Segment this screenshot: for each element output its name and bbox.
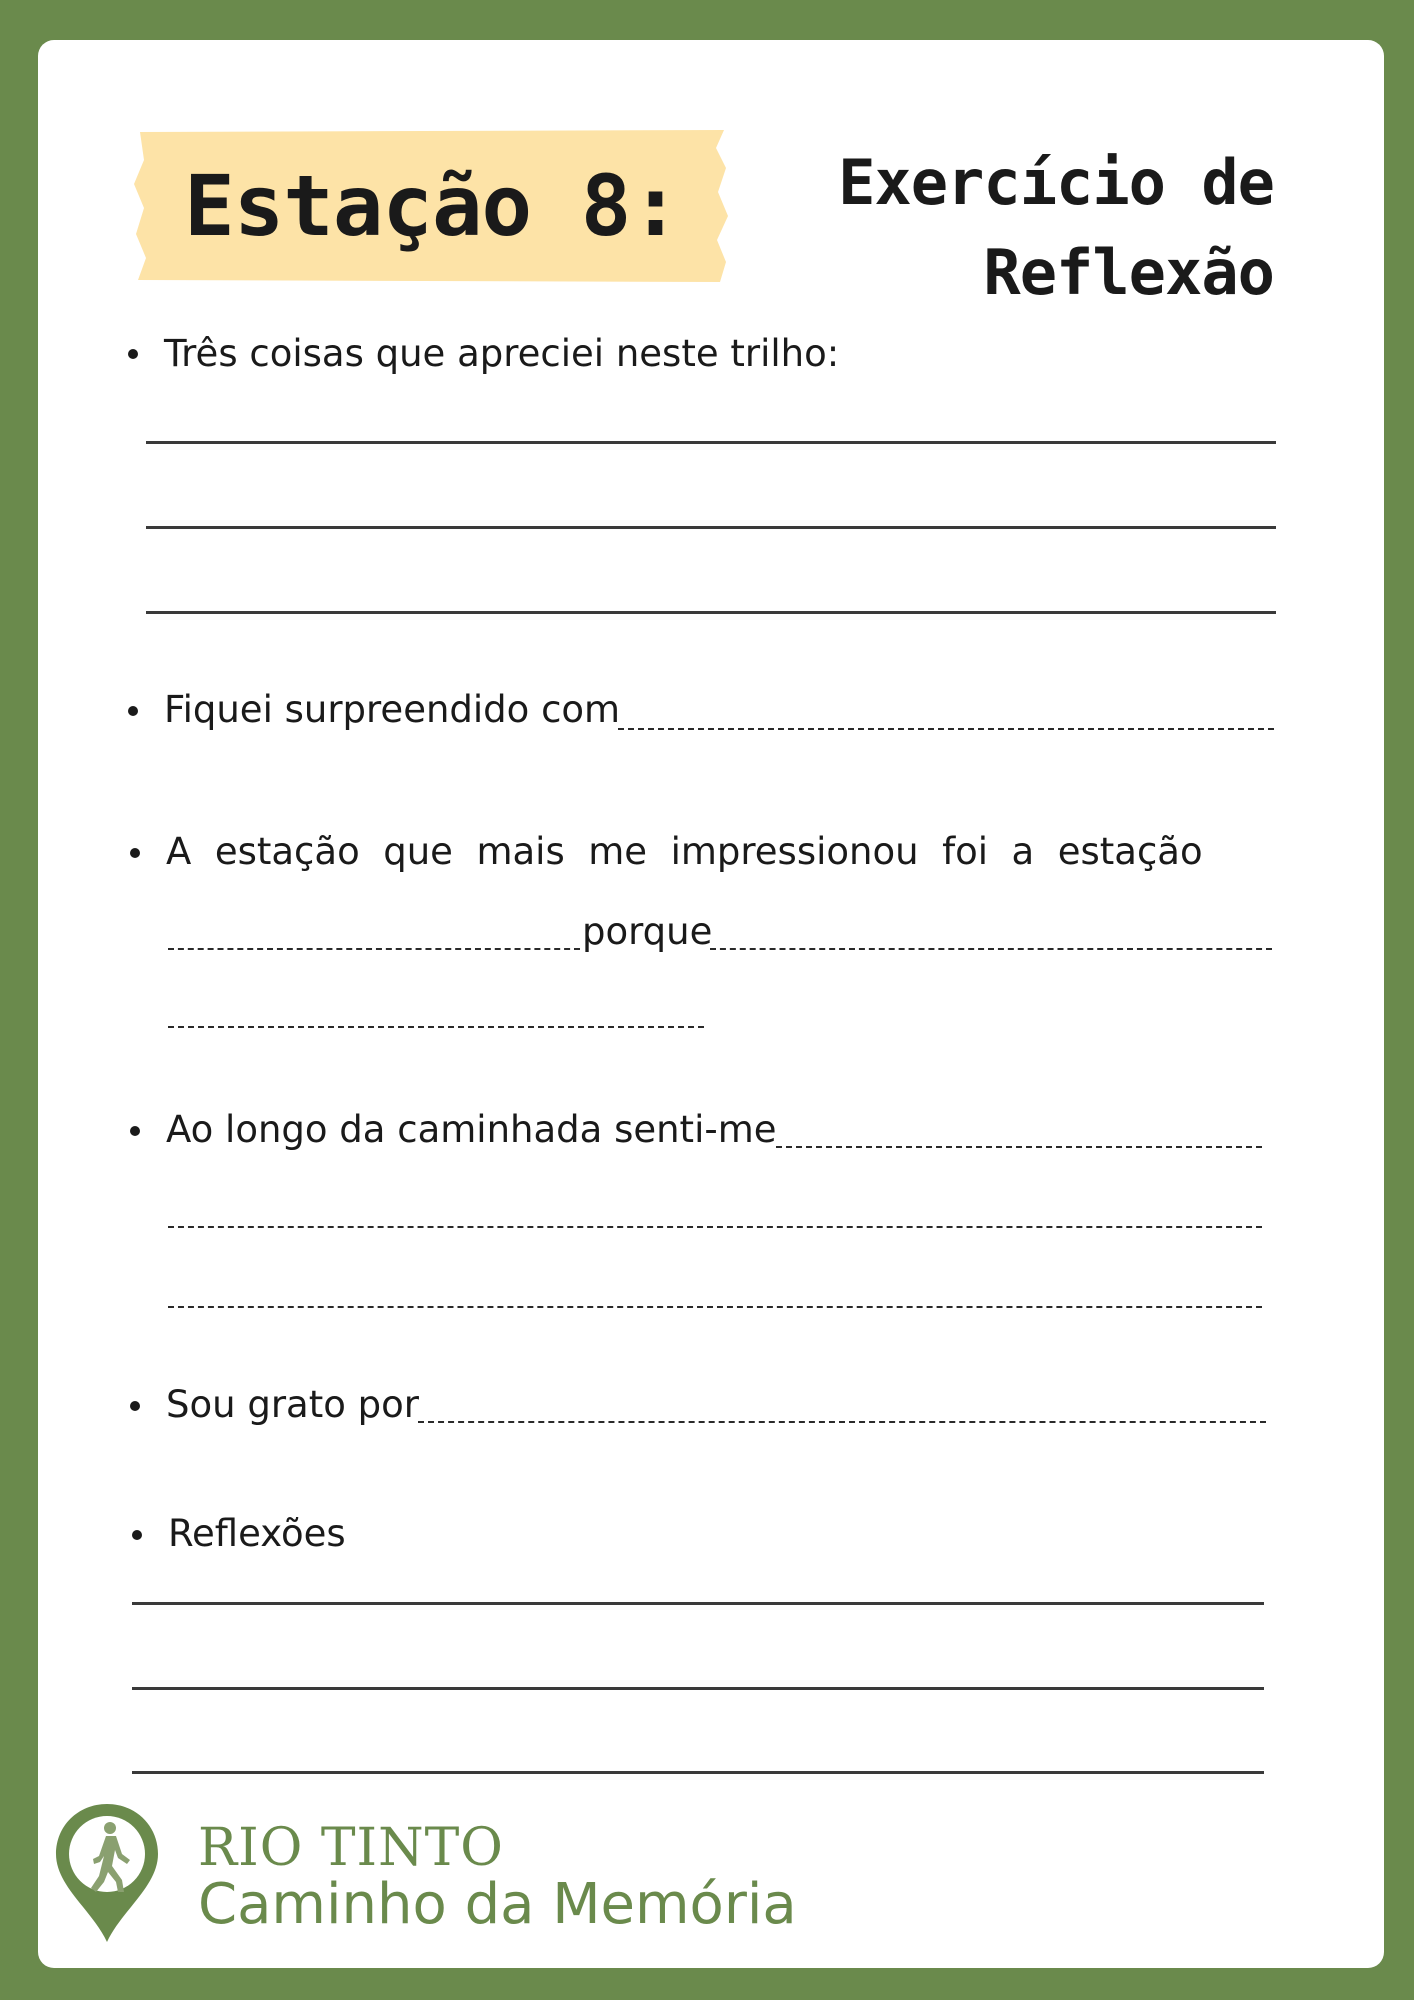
answer-line[interactable]	[146, 441, 1276, 444]
brand-tagline: Caminho da Memória	[198, 1872, 797, 1937]
answer-blank[interactable]	[710, 948, 1272, 950]
worksheet-card	[38, 40, 1384, 1968]
question-reflections: Reflexões	[168, 1512, 346, 1555]
answer-line[interactable]	[132, 1771, 1264, 1774]
question-felt: Ao longo da caminhada senti-me	[166, 1108, 777, 1151]
bullet	[128, 349, 138, 359]
answer-blank[interactable]	[168, 1306, 1262, 1308]
bullet	[130, 848, 140, 858]
bullet	[128, 706, 138, 716]
answer-line[interactable]	[132, 1602, 1264, 1605]
heading-line-2: Reflexão	[983, 236, 1274, 309]
bullet	[130, 1126, 140, 1136]
porque-label: porque	[582, 910, 713, 953]
answer-line[interactable]	[132, 1687, 1264, 1690]
question-impressive-station: A estação que mais me impressionou foi a estação	[166, 830, 1203, 873]
answer-blank[interactable]	[168, 948, 580, 950]
bullet	[130, 1401, 140, 1411]
answer-blank[interactable]	[168, 1026, 704, 1028]
page-heading	[754, 138, 1274, 318]
heading-line-1: Exercício de	[838, 146, 1274, 219]
station-title: Estação 8:	[184, 157, 680, 255]
brand-name: RIO TINTO	[198, 1818, 504, 1878]
answer-blank[interactable]	[618, 728, 1274, 730]
station-tag	[134, 130, 730, 282]
question-grateful: Sou grato por	[166, 1383, 419, 1426]
answer-blank[interactable]	[776, 1146, 1262, 1148]
answer-blank[interactable]	[168, 1226, 1262, 1228]
question-surprised: Fiquei surpreendido com	[164, 688, 621, 731]
answer-line[interactable]	[146, 611, 1276, 614]
question-three-things: Três coisas que apreciei neste trilho:	[164, 332, 840, 375]
bullet	[132, 1530, 142, 1540]
answer-line[interactable]	[146, 526, 1276, 529]
answer-blank[interactable]	[418, 1421, 1266, 1423]
walking-person-pin-icon	[52, 1800, 162, 1950]
